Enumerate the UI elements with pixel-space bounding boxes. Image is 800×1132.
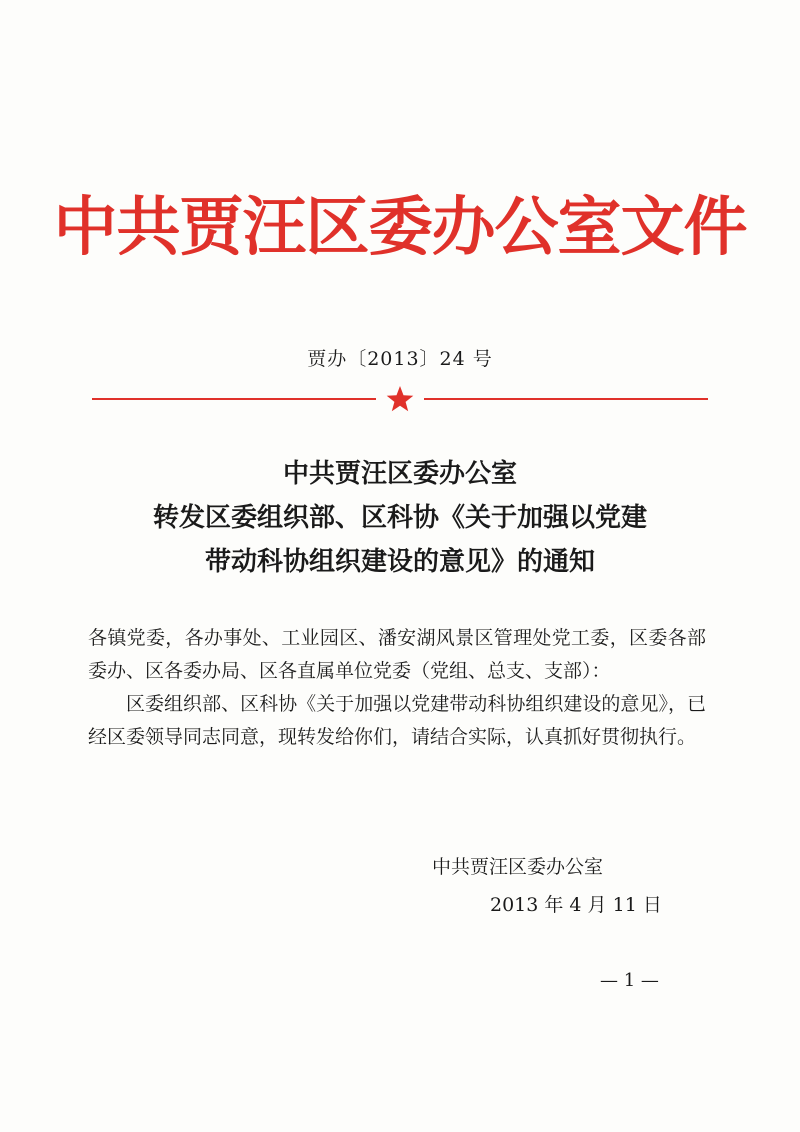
signature-org: 中共贾汪区委办公室 xyxy=(432,856,604,878)
star-icon xyxy=(387,386,414,411)
red-divider xyxy=(92,384,708,414)
notice-title xyxy=(0,452,800,584)
document-number: 贾办〔2013〕24 号 xyxy=(307,348,493,370)
document-header-title: 中共贾汪区委办公室文件 xyxy=(53,190,747,265)
signature-block xyxy=(432,848,662,924)
signature-date: 2013 年 4 月 11 日 xyxy=(490,894,662,916)
notice-title-line: 中共贾汪区委办公室 xyxy=(282,459,517,489)
page-number: — 1 — xyxy=(600,970,659,991)
notice-title-line: 转发区委组织部、区科协《关于加强以党建 xyxy=(152,503,647,533)
body-paragraph: 区委组织部、区科协《关于加强以党建带动科协组织建设的意见》，已经区委领导同志同意，现转发给你们，请结合实际，认真抓好贯彻执行。 xyxy=(88,693,706,748)
document-body xyxy=(88,622,706,754)
notice-title-line: 带动科协组织建设的意见》的通知 xyxy=(204,547,595,577)
recipients-paragraph: 各镇党委，各办事处、工业园区、潘安湖风景区管理处党工委，区委各部委办、区各委办局、区各直属单位党委（党组、总支、支部）： xyxy=(88,627,706,682)
